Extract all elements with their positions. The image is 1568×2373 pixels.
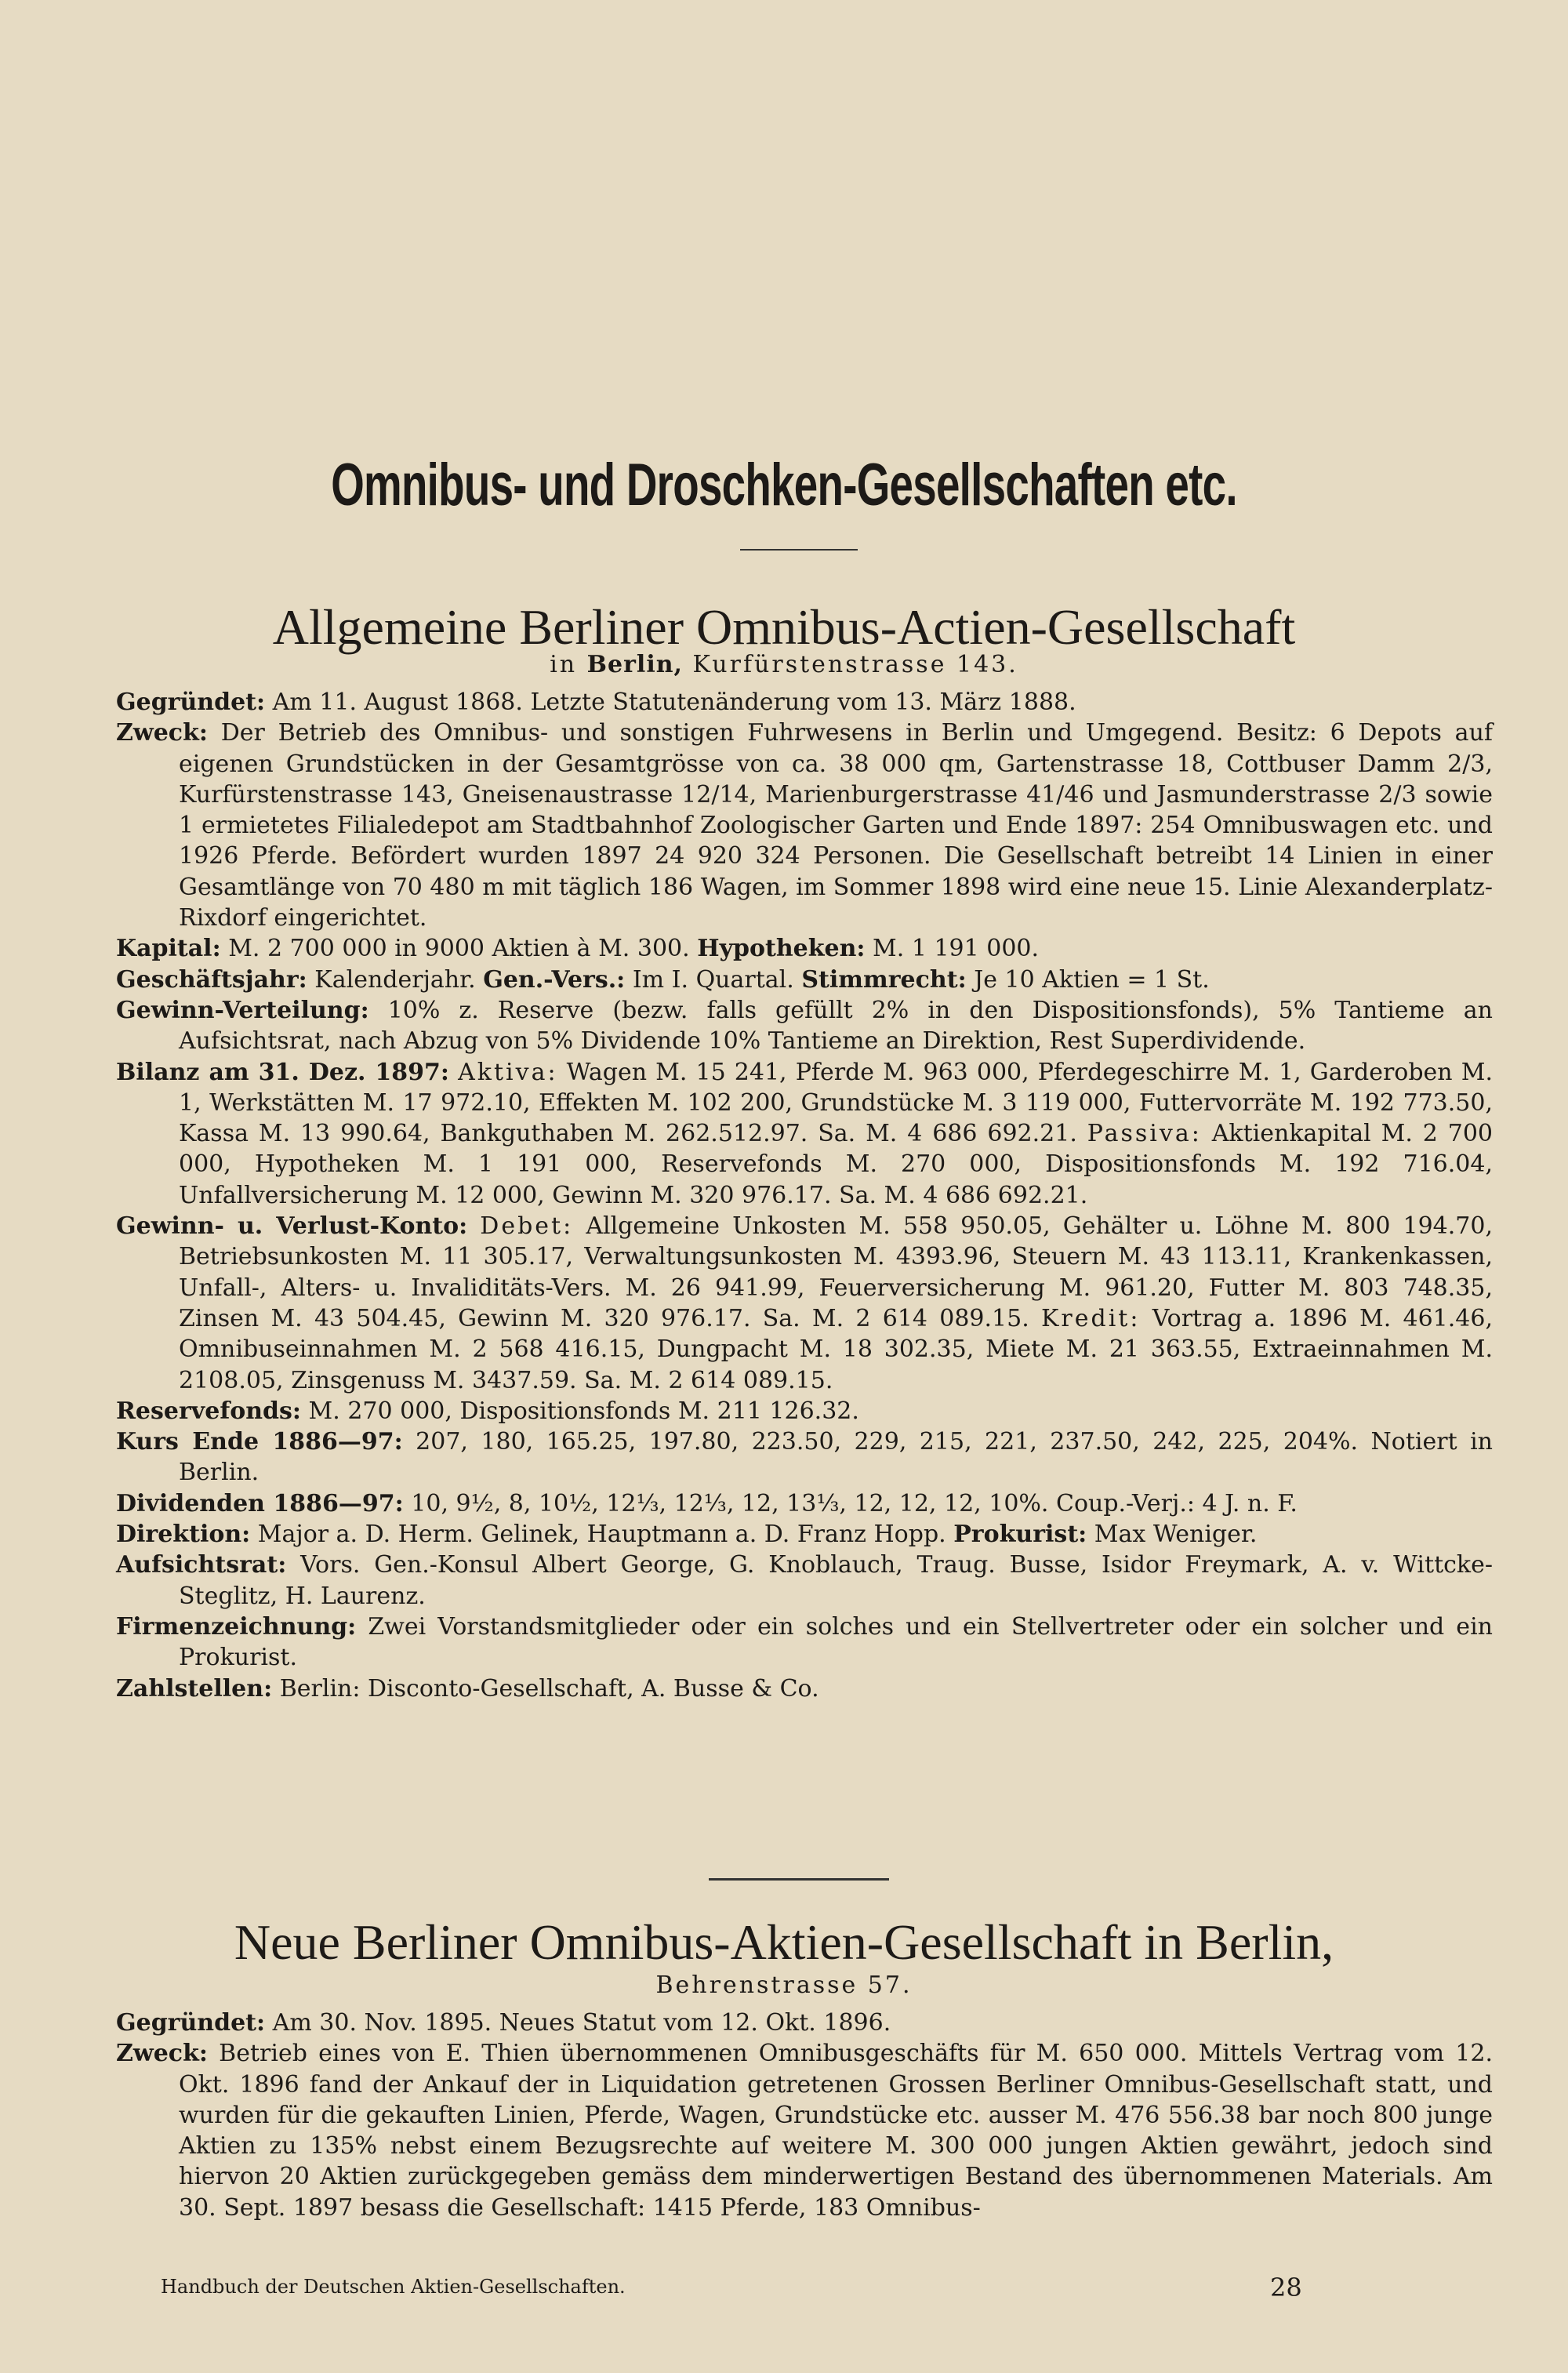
company2-address: Behrenstrasse 57. <box>655 1971 913 1999</box>
entry-aufsichtsrat: Aufsichtsrat: Vors. Gen.-Konsul Albert George, G. Knoblauch, Traug. Busse, Isidor Freymark, A. v. Wittcke-Steglitz, H. Laurenz. <box>116 1551 1493 1610</box>
entry-bilanz: Bilanz am 31. Dez. 1897: Aktiva: Wagen M. 15 241, Pferde M. 963 000, Pferdegeschirre M. 1, Garderoben M. 1, Werkstätten M. 17 972.10, Effekten M. 102 200, Grundstücke M. 3 119 000, Futtervorräte M. 192 773.50, Kassa M. 13 990.64, Bankguthaben M. 262.512.97. Sa. M. 4 686 692.21. Passiva: Aktienkapital M. 2 700 000, Hypotheken M. 1 191 000, Reservefonds M. 270 000, Dispositionsfonds M. 192 716.04, Unfallversicherung M. 12 000, Gewinn M. 320 976.17. Sa. M. 4 686 692.21. <box>116 1058 1493 1209</box>
company1-title: Allgemeine Berliner Omnibus-Actien-Gesellschaft <box>272 599 1296 655</box>
entry-zweck: Zweck: Der Betrieb des Omnibus- und sonstigen Fuhrwesens in Berlin und Umgegend. Besitz: 6 Depots auf eigenen Grundstücken in der Gesamtgrösse von ca. 38 000 qm, Gartenstrasse 18, Cottbuser Damm 2/3, Kurfürstenstrasse 143, Gneisenaustrasse 12/14, Marienburgerstrasse 41/46 und Jasmunderstrasse 2/3 sowie 1 ermietetes Filialedepot am Stadtbahnhof Zoologischer Garten und Ende 1897: 254 Omnibuswagen etc. und 1926 Pferde. Befördert wurden 1897 24 920 324 Personen. Die Gesellschaft betreibt 14 Linien in einer Gesamtlänge von 70 480 m mit täglich 186 Wagen, im Sommer 1898 wird eine neue 15. Linie Alexanderplatz-Rixdorf eingerichtet. <box>116 719 1493 932</box>
entry-kapital: Kapital: M. 2 700 000 in 9000 Aktien à M. 300. Hypotheken: M. 1 191 000. <box>116 935 1040 963</box>
entry-reservefonds: Reservefonds: M. 270 000, Dispositionsfonds M. 211 126.32. <box>116 1397 859 1425</box>
company1-address-line <box>0 651 1568 678</box>
entry-firmenzeichnung: Firmenzeichnung: Zwei Vorstandsmitglieder oder ein solches und ein Stellvertreter oder ein solcher und ein Prokurist. <box>116 1612 1493 1672</box>
entry-gegruendet: Gegründet: Am 11. August 1868. Letzte Statutenänderung vom 13. März 1888. <box>116 689 1076 716</box>
entry-gegruendet: Gegründet: Am 30. Nov. 1895. Neues Statut vom 12. Okt. 1896. <box>116 2009 891 2037</box>
company1-location-prefix: in <box>550 651 578 678</box>
entry-zweck: Zweck: Betrieb eines von E. Thien übernommenen Omnibusgeschäfts für M. 650 000. Mittels Vertrag vom 12. Okt. 1896 fand der Ankauf der in Liquidation getretenen Grossen Berliner Omnibus-Gesellschaft statt, und wurden für die gekauften Linien, Pferde, Wagen, Grundstücke etc. ausser M. 476 556.38 bar noch 800 junge Aktien zu 135% nebst einem Bezugsrechte auf weitere M. 300 000 jungen Aktien gewährt, jedoch sind hiervon 20 Aktien zurückgegeben gemäss dem minderwertigen Bestand des übernommenen Materials. Am 30. Sept. 1897 besass die Gesellschaft: 1415 Pferde, 183 Omnibus- <box>116 2040 1493 2222</box>
company1-city: Berlin, <box>586 651 683 678</box>
company2-title: Neue Berliner Omnibus-Aktien-Gesellschaft in Berlin, <box>234 1914 1334 1970</box>
page-footer: Handbuch der Deutschen Aktien-Gesellschaften. <box>161 2276 626 2298</box>
entry-direktion: Direktion: Major a. D. Herm. Gelinek, Hauptmann a. D. Franz Hopp. Prokurist: Max Weniger. <box>116 1521 1258 1549</box>
entry-geschaeftsjahr: Geschäftsjahr: Kalenderjahr. Gen.-Vers.: Im I. Quartal. Stimmrecht: Je 10 Aktien = 1 St. <box>116 965 1210 994</box>
entry-dividenden: Dividenden 1886—97: 10, 9½, 8, 10½, 12⅓, 12⅓, 12, 13⅓, 12, 12, 12, 10%. Coup.-Verj.: 4 J. n. F. <box>116 1489 1298 1517</box>
entry-gewinn-verteilung: Gewinn-Verteilung: 10% z. Reserve (bezw. falls gefüllt 2% in den Dispositionsfonds), 5% Tantieme an Aufsichtsrat, nach Abzug von 5% Dividende 10% Tantieme an Direktion, Rest Superdividende. <box>116 996 1493 1056</box>
entry-zahlstellen: Zahlstellen: Berlin: Disconto-Gesellschaft, A. Busse & Co. <box>116 1674 819 1703</box>
company1-address: Kurfürstenstrasse 143. <box>692 651 1018 678</box>
company1-entries <box>116 687 1493 1704</box>
company-divider-rule <box>709 1878 889 1881</box>
entry-gewinn-verlust-konto: Gewinn- u. Verlust-Konto: Debet: Allgemeine Unkosten M. 558 950.05, Gehälter u. Löhne M. 800 194.70, Betriebsunkosten M. 11 305.17, Verwaltungsunkosten M. 4393.96, Steuern M. 43 113.11, Krankenkassen, Unfall-, Alters- u. Invaliditäts-Vers. M. 26 941.99, Feuerversicherung M. 961.20, Futter M. 803 748.35, Zinsen M. 43 504.45, Gewinn M. 320 976.17. Sa. M. 2 614 089.15. Kredit: Vortrag a. 1896 M. 461.46, Omnibuseinnahmen M. 2 568 416.15, Dungpacht M. 18 302.35, Miete M. 21 363.55, Extraeinnahmen M. 2108.05, Zinsgenuss M. 3437.59. Sa. M. 2 614 089.15. <box>116 1212 1493 1394</box>
entry-kurs: Kurs Ende 1886—97: 207, 180, 165.25, 197.80, 223.50, 229, 215, 221, 237.50, 242, 225, 204%. Notiert in Berlin. <box>116 1428 1493 1487</box>
title-rule <box>740 549 858 551</box>
company2-entries <box>116 2008 1493 2223</box>
page-number: 28 <box>1270 2273 1302 2302</box>
section-title: Omnibus- und Droschken-Gesellschaften etc. <box>331 452 1237 518</box>
